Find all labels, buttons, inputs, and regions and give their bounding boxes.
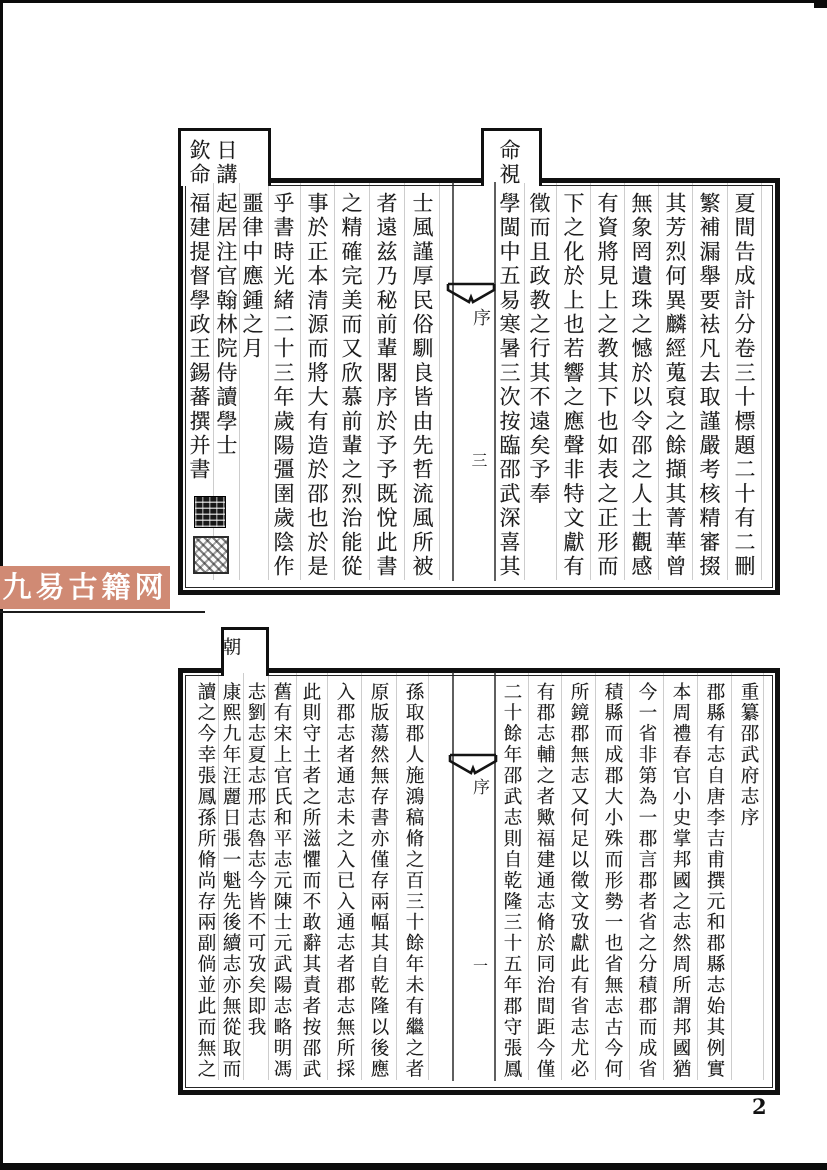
text-column: 重纂邵武府志序 — [738, 682, 759, 829]
column-separator — [763, 673, 764, 1080]
column-separator — [327, 673, 328, 1080]
scan-edge-top — [0, 0, 827, 3]
text-column: 學閩中五易寒暑三次按臨邵武深喜其 — [497, 192, 521, 580]
text-column: 朝 — [220, 637, 241, 658]
column-separator — [524, 183, 525, 580]
seal-stamp-dark-icon — [194, 496, 226, 528]
column-separator — [658, 183, 659, 580]
banxin-folio-number-2: 一 — [471, 958, 489, 973]
page-number: 2 — [752, 1094, 767, 1119]
text-column: 命視 — [497, 138, 521, 187]
column-separator — [428, 673, 429, 1080]
column-separator — [300, 183, 301, 580]
text-column: 志劉志夏志邢志魯志今皆不可攷矣即我 — [245, 682, 266, 1039]
column-separator — [404, 183, 405, 580]
text-column: 日講 — [214, 138, 238, 187]
column-separator — [590, 183, 591, 580]
text-column: 二十餘年邵武志則自乾隆三十五年郡守張鳳 — [501, 682, 522, 1081]
seal-stamp-light-icon — [193, 536, 229, 574]
text-column: 夏間告成計分卷三十標題二十有二刪 — [732, 192, 756, 580]
text-column: 徵而且政教之行其不遠矣予奉 — [527, 192, 551, 507]
text-column: 入郡志者通志未之入已入通志者郡志無所採 — [334, 682, 355, 1081]
text-column: 讀之今幸張鳳孫所脩尚存兩副倘並此而無之 — [195, 682, 216, 1081]
text-column: 事於正本清源而將大有造於邵也於是 — [305, 192, 329, 580]
column-separator — [624, 183, 625, 580]
banxin-rule-left-2 — [452, 672, 454, 1081]
fishtail-mark-icon — [448, 752, 498, 778]
text-column: 積縣而成郡大小殊而形勢一也省無志古今何 — [602, 682, 623, 1081]
text-column: 其芳烈何異麟經蒐裒之餘擷其菁華曾 — [663, 192, 687, 580]
text-column: 下之化於上也若響之應聲非特文獻有 — [561, 192, 585, 580]
text-column: 郡縣有志自唐李吉甫撰元和郡縣志始其例實 — [704, 682, 725, 1081]
text-column: 噩律中應鍾之月 — [240, 192, 264, 362]
fishtail-mark-icon — [446, 281, 496, 307]
text-column: 乎書時光緒二十三年歲陽彊圉歲陰作 — [271, 192, 295, 580]
banxin-section-label-2: 序 — [469, 778, 489, 795]
text-column: 原版蕩然無存書亦僅存兩幅其自乾隆以後應 — [368, 682, 389, 1081]
text-column: 無象罔遺珠之憾於以令邵之人士觀感 — [629, 192, 653, 580]
banxin-section-label: 序 — [470, 308, 491, 326]
banxin-rule-left — [452, 182, 454, 581]
column-separator — [361, 673, 362, 1080]
column-separator — [439, 183, 440, 580]
text-column: 孫取郡人施鴻稿脩之百三十餘年未有繼之者 — [403, 682, 424, 1081]
column-separator — [731, 673, 732, 1080]
text-column: 福建提督學政王錫蕃撰并書 — [187, 192, 211, 483]
column-separator — [663, 673, 664, 1080]
text-column: 之精確完美而又欣慕前輩之烈治能從 — [339, 192, 363, 580]
text-column: 有資將見上之教其下也如表之正形而 — [595, 192, 619, 580]
text-column: 所鏡郡無志又何足以徵文攷獻此有省志尤必 — [568, 682, 589, 1081]
watermark-text: 九易古籍网 — [2, 570, 168, 604]
text-column: 繁補漏舉要袪凡去取謹嚴考核精審掇 — [697, 192, 721, 580]
scan-artifact-line — [0, 611, 205, 613]
column-separator — [556, 183, 557, 580]
column-separator — [727, 183, 728, 580]
text-column: 舊有宋上官氏和平志元陳士元武陽志略明馮 — [271, 682, 292, 1081]
banxin-folio-number: 三 — [469, 452, 488, 468]
text-column: 康熙九年汪麗日張一魁先後續志亦無從取而 — [220, 682, 241, 1081]
column-separator — [561, 673, 562, 1080]
column-separator — [629, 673, 630, 1080]
column-separator — [268, 183, 269, 580]
text-column: 今一省非第為一郡言郡者省之分積郡而成省 — [636, 682, 657, 1081]
text-column: 本周禮春官小史掌邦國之志然周所謂邦國猶 — [670, 682, 691, 1081]
scan-edge-bottom — [0, 1163, 827, 1170]
banxin-rule-right-2 — [494, 672, 496, 1081]
watermark-banner — [0, 566, 170, 609]
column-separator — [697, 673, 698, 1080]
column-separator — [692, 183, 693, 580]
column-separator — [595, 673, 596, 1080]
text-column: 者遠兹乃秘前輩閣序於予予既悅此書 — [374, 192, 398, 580]
column-separator — [369, 183, 370, 580]
text-column: 此則守土者之所滋懼而不敢辭其責者按邵武 — [300, 682, 321, 1081]
text-column: 起居注官翰林院侍讀學士 — [214, 192, 238, 459]
column-separator — [396, 673, 397, 1080]
column-separator — [761, 183, 762, 580]
column-separator — [334, 183, 335, 580]
text-column: 士風謹厚民俗馴良皆由先哲流風所被 — [410, 192, 434, 580]
text-column: 有郡志輔之者歟福建通志脩於同治間距今僅 — [534, 682, 555, 1081]
column-separator — [528, 673, 529, 1080]
text-column: 欽命 — [187, 138, 211, 187]
scan-edge-corner — [814, 0, 827, 8]
